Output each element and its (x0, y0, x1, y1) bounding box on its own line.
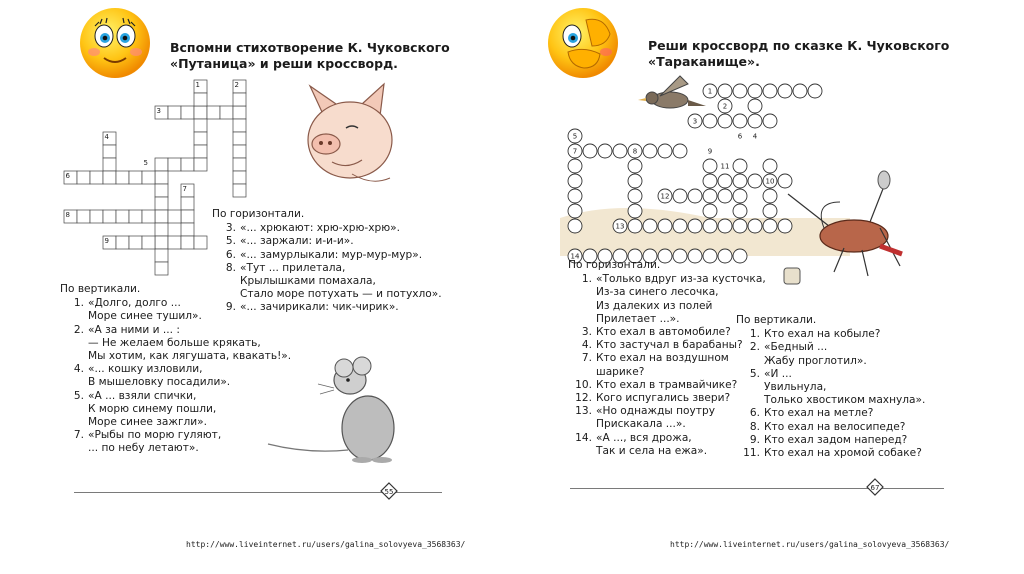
clue-across-0 (212, 222, 442, 235)
clue-text: Кто ехал на воздушном (596, 352, 729, 365)
clue-text-continued: Так и села на ежа». (596, 444, 708, 457)
clue-text: Кто застучал в барабаны? (596, 339, 743, 352)
grid-number: 9 (707, 147, 713, 156)
clue-across-1 (212, 235, 442, 248)
across-heading: По горизонтали. (212, 208, 305, 220)
crossword-cell[interactable] (129, 171, 142, 184)
clue-text-continued: Море синее зажгли». (88, 416, 208, 429)
crossword-cell[interactable] (181, 210, 194, 223)
crossword-cell[interactable] (194, 93, 207, 106)
crossword-cell[interactable] (613, 144, 627, 158)
crossword-cell[interactable] (181, 158, 194, 171)
clue-text-continued: Из далеких из полей (596, 299, 713, 312)
grid-number: 8 (65, 211, 70, 219)
crossword-cell[interactable] (718, 219, 732, 233)
grid-number: 4 (752, 132, 758, 141)
crossword-cell[interactable] (142, 210, 155, 223)
clue-number: 6. (225, 248, 236, 261)
clue-down-1 (60, 324, 291, 337)
crossword-cell[interactable] (763, 159, 777, 173)
clues-down-right (736, 314, 925, 460)
grid-number: 1 (707, 87, 713, 96)
crossword-cell[interactable] (673, 219, 687, 233)
grid-number: 5 (143, 159, 148, 167)
page-number-badge-left (380, 482, 398, 500)
clue-down-0 (736, 328, 925, 341)
clue-text: «Долго, долго ... (88, 297, 181, 310)
clue-across-3 (212, 262, 442, 275)
clue-text-continued: Стало море потухать — и потухло». (240, 288, 442, 301)
crossword-cell[interactable] (233, 145, 246, 158)
clues-down-left (60, 283, 291, 456)
crossword-cell[interactable] (748, 99, 762, 113)
crossword-cell[interactable] (155, 171, 168, 184)
clue-number: 7. (581, 352, 592, 365)
clue-down-3 (736, 407, 925, 420)
crossword-cell[interactable] (168, 158, 181, 171)
clue-number: 9. (749, 433, 760, 446)
crossword-cell[interactable] (233, 93, 246, 106)
clue-text: Кто ехал на кобыле? (764, 328, 881, 341)
crossword-cell[interactable] (703, 114, 717, 128)
clue-down-2 (736, 368, 925, 381)
grid-number: 7 (182, 185, 187, 193)
crossword-cell[interactable] (116, 210, 129, 223)
crossword-cell[interactable] (733, 189, 747, 203)
clue-text: Кто ехал в трамвайчике? (596, 378, 738, 391)
crossword-cell[interactable] (207, 106, 220, 119)
clue-text: «А ..., вся дрожа, (596, 431, 692, 444)
crossword-cell[interactable] (628, 204, 642, 218)
crossword-cell[interactable] (643, 144, 657, 158)
clue-down-4 (736, 421, 925, 434)
clue-down-2 (60, 363, 291, 376)
across-heading: По горизонтали. (568, 259, 661, 271)
crossword-cell[interactable] (748, 84, 762, 98)
grid-number: 2 (722, 102, 728, 111)
clue-text-continued: шарике? (596, 365, 645, 378)
grid-number: 8 (632, 147, 638, 156)
crossword-cell[interactable] (103, 158, 116, 171)
crossword-cell[interactable] (718, 84, 732, 98)
grid-number: 9 (104, 237, 109, 245)
embarrassed-smiley-icon (546, 6, 620, 80)
clue-text: «Но однажды поутру (596, 405, 715, 418)
crossword-cell[interactable] (233, 119, 246, 132)
clue-text: «Только вдруг из-за кусточка, (596, 273, 766, 286)
clue-number: 9. (225, 301, 236, 314)
grid-number: 7 (572, 147, 578, 156)
crossword-cell[interactable] (194, 158, 207, 171)
clue-text-continued: Из-за синего лесочка, (596, 286, 719, 299)
clue-number: 5. (73, 389, 84, 402)
crossword-cell[interactable] (155, 197, 168, 210)
clue-number: 2. (749, 341, 760, 354)
left-page (60, 0, 460, 520)
clue-down-3 (60, 390, 291, 403)
page-number-badge-right (866, 478, 884, 496)
grid-number: 10 (765, 177, 775, 186)
crossword-cell[interactable] (583, 144, 597, 158)
clue-text-continued: Крылышками помахала, (240, 275, 376, 288)
clue-number: 3. (581, 326, 592, 339)
clue-text: Кто ехал задом наперед? (764, 433, 908, 446)
crossword-cell[interactable] (155, 249, 168, 262)
crossword-cell[interactable] (748, 114, 762, 128)
crossword-cell[interactable] (568, 174, 582, 188)
crossword-cell[interactable] (748, 174, 762, 188)
clue-number: 4. (73, 363, 84, 376)
crossword-cell[interactable] (703, 204, 717, 218)
crossword-cell[interactable] (673, 189, 687, 203)
crossword-cell[interactable] (90, 210, 103, 223)
clue-text: Кого испугались звери? (596, 392, 731, 405)
clue-text-continued: Жабу проглотил». (764, 354, 867, 367)
crossword-cell[interactable] (748, 219, 762, 233)
crossword-cell[interactable] (568, 204, 582, 218)
clue-text: «А ... взяли спички, (88, 389, 197, 402)
down-heading: По вертикали. (60, 283, 141, 295)
clue-number: 5. (225, 235, 236, 248)
clue-text: «... замурлыкали: мур-мур-мур». (240, 248, 423, 261)
grid-number: 3 (692, 117, 698, 126)
crossword-cell[interactable] (688, 219, 702, 233)
crossword-cell[interactable] (116, 171, 129, 184)
grid-number: 5 (572, 132, 578, 141)
crossword-cell[interactable] (181, 197, 194, 210)
crossword-cell[interactable] (718, 189, 732, 203)
grid-number: 11 (720, 162, 730, 171)
crossword-cell[interactable] (77, 210, 90, 223)
crossword-cell[interactable] (116, 236, 129, 249)
crossword-cell[interactable] (733, 84, 747, 98)
down-heading: По вертикали. (736, 314, 817, 326)
mouse-illustration (288, 354, 438, 466)
crossword-cell[interactable] (733, 174, 747, 188)
crossword-cell[interactable] (194, 145, 207, 158)
clue-down-4 (60, 429, 291, 442)
crossword-cell[interactable] (194, 119, 207, 132)
clue-text-continued: В мышеловку посадили». (88, 376, 231, 389)
grid-number: 2 (234, 81, 239, 89)
crossword-cell[interactable] (718, 174, 732, 188)
crossword-cell[interactable] (103, 171, 116, 184)
clue-text: «Тут ... прилетала, (240, 261, 346, 274)
crossword-cell[interactable] (793, 84, 807, 98)
clue-text-continued: Увильнула, (764, 381, 827, 394)
crossword-cell[interactable] (233, 171, 246, 184)
clue-number: 6. (749, 407, 760, 420)
crossword-cell[interactable] (763, 204, 777, 218)
clue-number: 7. (73, 429, 84, 442)
crossword-cell[interactable] (568, 219, 582, 233)
grid-number: 6 (65, 172, 70, 180)
crossword-cell[interactable] (658, 144, 672, 158)
clue-text: «Рыбы по морю гуляют, (88, 429, 222, 442)
grid-number: 12 (660, 192, 670, 201)
crossword-cell[interactable] (233, 106, 246, 119)
crossword-cell[interactable] (168, 106, 181, 119)
grid-number: 6 (737, 132, 743, 141)
crossword-cell[interactable] (168, 236, 181, 249)
clue-text: Кто ехал на хромой собаке? (764, 447, 922, 460)
title-line-2: «Путаница» и реши кроссворд. (170, 56, 398, 71)
crossword-cell[interactable] (103, 145, 116, 158)
crossword-cell[interactable] (688, 189, 702, 203)
source-url-right[interactable]: http://www.liveinternet.ru/users/galina_solovyeva_3568363/ (670, 540, 950, 549)
clue-text: Кто ехал в автомобиле? (596, 326, 731, 339)
right-page (548, 0, 968, 520)
crossword-cell[interactable] (733, 219, 747, 233)
clue-text-continued: — Не желаем больше крякать, (88, 336, 261, 349)
clue-number: 13. (575, 405, 592, 418)
grid-number: 13 (615, 222, 625, 231)
crossword-cell[interactable] (155, 236, 168, 249)
crossword-cell[interactable] (155, 223, 168, 236)
clue-across-2 (212, 249, 442, 262)
clue-text: «Бедный ... (764, 341, 828, 354)
crossword-cell[interactable] (181, 236, 194, 249)
crossword-cell[interactable] (181, 223, 194, 236)
crossword-cell[interactable] (658, 219, 672, 233)
crossword-cell[interactable] (103, 210, 116, 223)
clue-down-1 (736, 341, 925, 354)
crossword-cell[interactable] (155, 158, 168, 171)
clue-text-continued: К морю синему пошли, (88, 402, 217, 415)
page-title-left (170, 40, 450, 72)
crossword-cell[interactable] (718, 114, 732, 128)
crossword-cell[interactable] (703, 174, 717, 188)
crossword-cell[interactable] (155, 210, 168, 223)
clue-down-6 (736, 447, 925, 460)
page-title-right (648, 38, 949, 70)
crossword-cell[interactable] (703, 159, 717, 173)
crossword-cell[interactable] (763, 189, 777, 203)
crossword-cell[interactable] (673, 144, 687, 158)
crossword-cell[interactable] (778, 84, 792, 98)
crossword-cell[interactable] (90, 171, 103, 184)
page-number-right: 67 (870, 484, 880, 492)
crossword-grid-left (60, 76, 239, 260)
crossword-cell[interactable] (233, 132, 246, 145)
clue-number: 8. (225, 261, 236, 274)
crossword-cell[interactable] (233, 158, 246, 171)
smiley-face-icon (78, 6, 152, 80)
clue-number: 14. (575, 431, 592, 444)
clue-text-continued: Прилетает ...». (596, 312, 680, 325)
clue-number: 1. (73, 297, 84, 310)
grid-number: 14 (570, 252, 580, 261)
clue-number: 4. (581, 339, 592, 352)
clue-number: 10. (575, 378, 592, 391)
crossword-cell[interactable] (598, 144, 612, 158)
clue-text-continued: ... по небу летают». (88, 442, 199, 455)
crossword-cell[interactable] (155, 184, 168, 197)
clue-number: 2. (73, 323, 84, 336)
title-line-2: «Тараканище». (648, 54, 760, 69)
footer-divider-right (570, 488, 944, 489)
clue-number: 3. (225, 222, 236, 235)
clue-text-continued: Только хвостиком махнула». (764, 394, 926, 407)
crossword-cell[interactable] (194, 236, 207, 249)
crossword-cell[interactable] (181, 106, 194, 119)
clue-text: «И ... (764, 367, 792, 380)
crossword-cell[interactable] (628, 219, 642, 233)
clue-number: 5. (749, 367, 760, 380)
crossword-cell[interactable] (733, 114, 747, 128)
source-url-left[interactable]: http://www.liveinternet.ru/users/galina_solovyeva_3568363/ (186, 540, 466, 549)
crossword-cell[interactable] (77, 171, 90, 184)
clue-number: 11. (743, 447, 760, 460)
crossword-cell[interactable] (142, 236, 155, 249)
clue-number: 12. (575, 392, 592, 405)
grid-number: 1 (195, 81, 200, 89)
crossword-cell[interactable] (568, 189, 582, 203)
crossword-cell[interactable] (155, 262, 168, 275)
crossword-cell[interactable] (703, 219, 717, 233)
clue-number: 1. (749, 328, 760, 341)
crossword-cell[interactable] (194, 106, 207, 119)
clue-number: 8. (749, 420, 760, 433)
grid-number: 3 (156, 107, 161, 115)
clue-down-5 (736, 434, 925, 447)
title-line-1: Реши кроссворд по сказке К. Чуковского (648, 38, 950, 53)
crossword-cell[interactable] (142, 171, 155, 184)
clue-down-0 (60, 297, 291, 310)
clue-text: «... хрюкают: хрю-хрю-хрю». (240, 222, 401, 235)
crossword-cell[interactable] (643, 219, 657, 233)
crossword-cell[interactable] (168, 210, 181, 223)
page-number-left: 55 (384, 488, 394, 496)
crossword-cell[interactable] (808, 84, 822, 98)
clue-number: 1. (581, 273, 592, 286)
crossword-cell[interactable] (233, 184, 246, 197)
clue-text-continued: Мы хотим, как лягушата, квакать!». (88, 350, 292, 363)
clue-text-continued: Море синее тушил». (88, 310, 202, 323)
title-line-1: Вспомни стихотворение К. Чуковского (170, 40, 450, 55)
clue-text: «... зачирикали: чик-чирик». (240, 301, 399, 314)
clue-text: «... заржали: и-и-и». (240, 235, 354, 248)
clue-text: «А за ними и ... : (88, 323, 180, 336)
crossword-cell[interactable] (220, 106, 233, 119)
clue-text: Кто ехал на велосипеде? (764, 420, 906, 433)
crossword-cell[interactable] (733, 159, 747, 173)
crossword-cell[interactable] (129, 236, 142, 249)
crossword-cell[interactable] (628, 189, 642, 203)
crossword-cell[interactable] (763, 219, 777, 233)
crossword-cell[interactable] (628, 174, 642, 188)
grid-number: 4 (104, 133, 109, 141)
crossword-cell[interactable] (129, 210, 142, 223)
crossword-cell[interactable] (733, 204, 747, 218)
crossword-cell[interactable] (703, 189, 717, 203)
crossword-cell[interactable] (194, 132, 207, 145)
cockroach-illustration (784, 172, 906, 286)
crossword-cell[interactable] (763, 114, 777, 128)
crossword-cell[interactable] (628, 159, 642, 173)
clue-text: «... кошку изловили, (88, 363, 203, 376)
clue-text-continued: Прискакала ...». (596, 418, 686, 431)
pig-illustration (292, 82, 404, 194)
crossword-cell[interactable] (568, 159, 582, 173)
clue-across-0 (568, 273, 766, 286)
crossword-cell[interactable] (763, 84, 777, 98)
clue-text: Кто ехал на метле? (764, 407, 874, 420)
